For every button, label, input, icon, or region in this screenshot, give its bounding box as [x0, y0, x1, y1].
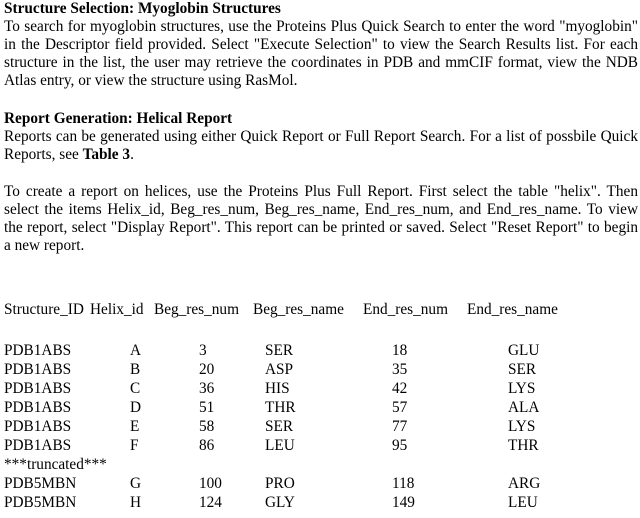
beg-res-num-cell: 3 [199, 342, 207, 359]
end-res-num-cell: 18 [392, 342, 408, 359]
beg-res-num-cell: 58 [199, 418, 215, 435]
end-res-name-cell: GLU [508, 342, 540, 359]
beg-res-num-cell: 124 [199, 494, 222, 511]
helix-id-cell: D [130, 399, 142, 416]
helix-id-cell: H [130, 494, 142, 511]
end-res-num-cell: 77 [392, 418, 408, 435]
end-res-name-cell: THR [508, 437, 539, 454]
document-page [4, 0, 638, 255]
structure-id-cell: PDB1ABS [4, 342, 72, 359]
structure-id-cell: PDB5MBN [4, 475, 77, 492]
end-res-num-cell: 149 [392, 494, 415, 511]
column-header-end-res-num: End_res_num [363, 301, 448, 318]
end-res-name-cell: LEU [508, 494, 538, 511]
helix-report-table [4, 301, 638, 513]
beg-res-num-cell: 100 [199, 475, 222, 492]
table-row [4, 399, 638, 418]
table-row [4, 342, 638, 361]
spacer [4, 164, 638, 183]
end-res-name-cell: LYS [508, 380, 536, 397]
helix-id-cell: E [130, 418, 140, 435]
table-header-row [4, 301, 638, 320]
beg-res-name-cell: THR [265, 399, 296, 416]
helix-id-cell: F [130, 437, 139, 454]
column-header-helix-id: Helix_id [90, 301, 144, 318]
column-header-end-res-name: End_res_name [467, 301, 558, 318]
section-heading-report-generation: Report Generation: Helical Report [4, 110, 233, 127]
paragraph-report-generation [4, 128, 638, 164]
helix-id-cell: A [130, 342, 142, 359]
end-res-num-cell: 35 [392, 361, 408, 378]
table-row [4, 418, 638, 437]
paragraph-structure-selection: To search for myoglobin structures, use the Proteins Plus Quick Search to enter the word "myoglobin" in the Descriptor field provided. Select "Execute Selection" to view the Search Results list. For each structure in the list, the user may retrieve the coordinates in PDB and mmCIF format, view the NDB Atlas entry, or view the structure using RasMol. [4, 18, 638, 89]
beg-res-name-cell: HIS [265, 380, 290, 397]
helix-id-cell: C [130, 380, 141, 397]
paragraph-text-end: . [130, 146, 134, 163]
structure-id-cell: PDB1ABS [4, 418, 72, 435]
end-res-name-cell: LYS [508, 418, 536, 435]
spacer [4, 90, 638, 110]
beg-res-name-cell: SER [265, 342, 294, 359]
structure-id-cell: PDB1ABS [4, 399, 72, 416]
beg-res-name-cell: LEU [265, 437, 295, 454]
column-header-structure-id: Structure_ID [4, 301, 84, 318]
table-row [4, 380, 638, 399]
table-row [4, 437, 638, 456]
beg-res-name-cell: SER [265, 418, 294, 435]
beg-res-name-cell: PRO [265, 475, 295, 492]
helix-id-cell: B [130, 361, 141, 378]
structure-id-cell: PDB1ABS [4, 361, 72, 378]
truncated-marker: ***truncated*** [4, 456, 107, 473]
beg-res-num-cell: 36 [199, 380, 215, 397]
structure-id-cell: PDB5MBN [4, 494, 77, 511]
paragraph-text: Reports can be generated using either Quick Report or Full Report Search. For a list of possbile Quick Reports, see [4, 128, 638, 163]
end-res-num-cell: 118 [392, 475, 415, 492]
helix-id-cell: G [130, 475, 142, 492]
paragraph-helix-report-instructions: To create a report on helices, use the Proteins Plus Full Report. First select the table "helix". Then select the items Helix_id, Beg_res_num, Beg_res_name, End_res_num, and End_res_name. To view the report, select "Display Report". This report can be printed or saved. Select "Reset Report" to begin a new report. [4, 183, 638, 254]
end-res-name-cell: ARG [508, 475, 541, 492]
end-res-name-cell: SER [508, 361, 537, 378]
end-res-name-cell: ALA [508, 399, 540, 416]
table-row [4, 361, 638, 380]
end-res-num-cell: 95 [392, 437, 408, 454]
end-res-num-cell: 42 [392, 380, 408, 397]
column-header-beg-res-num: Beg_res_num [154, 301, 239, 318]
table-reference: Table 3 [82, 146, 131, 163]
beg-res-num-cell: 51 [199, 399, 215, 416]
table-row [4, 494, 638, 513]
end-res-num-cell: 57 [392, 399, 408, 416]
structure-id-cell: PDB1ABS [4, 380, 72, 397]
column-header-beg-res-name: Beg_res_name [253, 301, 344, 318]
beg-res-num-cell: 86 [199, 437, 215, 454]
table-row [4, 475, 638, 494]
table-spacer [4, 320, 638, 342]
beg-res-name-cell: GLY [265, 494, 295, 511]
truncated-marker-row [4, 456, 638, 475]
beg-res-num-cell: 20 [199, 361, 215, 378]
structure-id-cell: PDB1ABS [4, 437, 72, 454]
section-heading-structure-selection: Structure Selection: Myoglobin Structures [4, 0, 281, 17]
beg-res-name-cell: ASP [265, 361, 294, 378]
